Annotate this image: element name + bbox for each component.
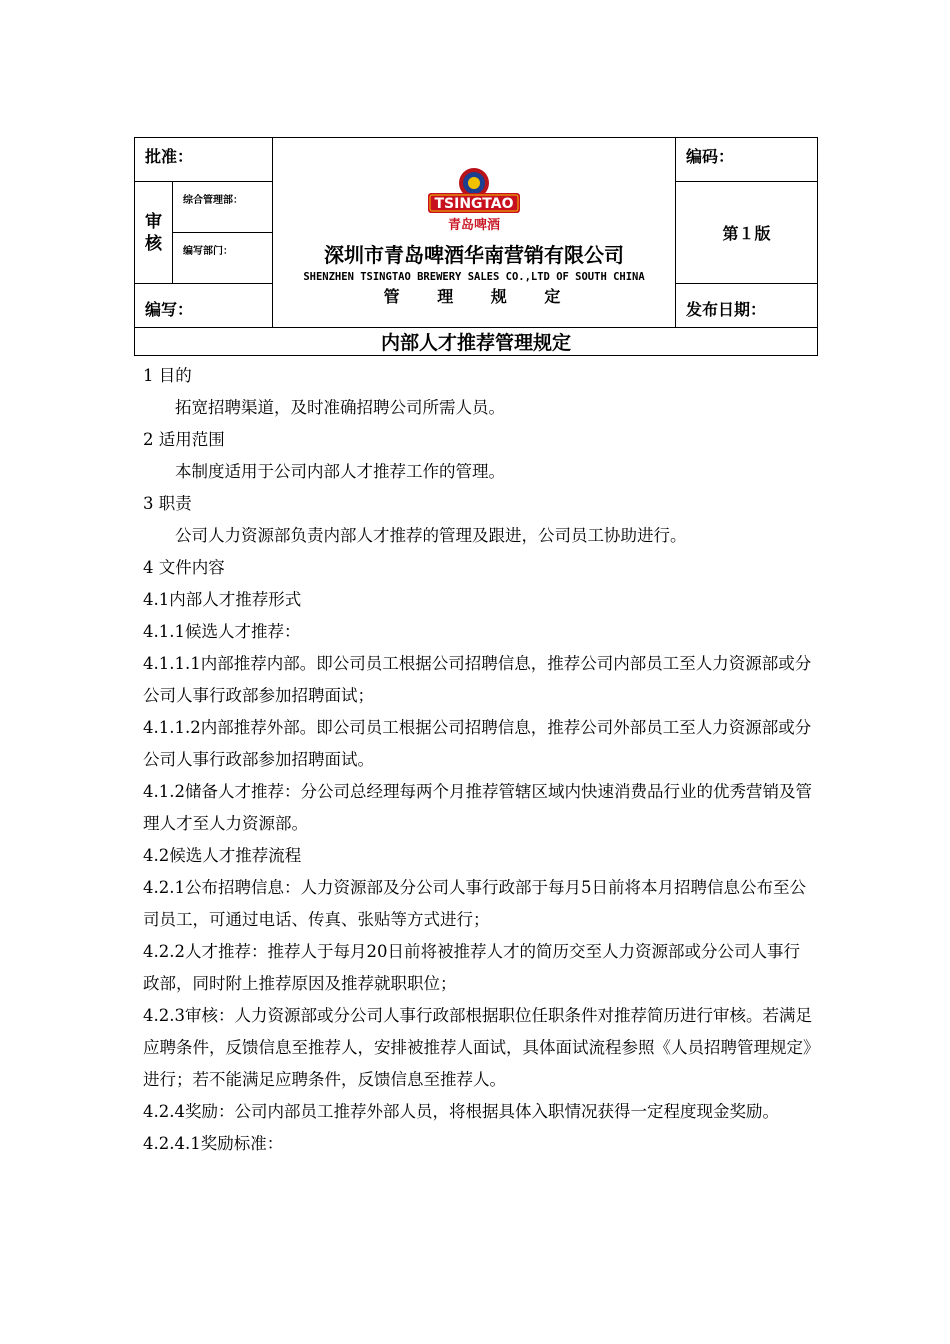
code-cell	[676, 138, 818, 182]
dept-writer-cell	[173, 233, 273, 284]
paragraph: 4.1.2储备人才推荐：分公司总经理每两个月推荐管辖区域内快速消费品行业的优秀营销及管理人才至人力资源部。	[143, 782, 812, 833]
document-title: 内部人才推荐管理规定	[135, 328, 818, 356]
paragraph: 4.2.4.1奖励标准：	[143, 1134, 284, 1153]
review-cell	[135, 182, 173, 284]
document-body	[143, 360, 813, 1160]
company-name-cn: 深圳市青岛啤酒华南营销有限公司	[324, 242, 625, 267]
company-name-en: SHENZHEN TSINGTAO BREWERY SALES CO.,LTD OF SOUTH CHINA	[303, 270, 645, 283]
paragraph: 4.1.1.1内部推荐内部。即公司员工根据公司招聘信息，推荐公司内部员工至人力资源部或分公司人事行政部参加招聘面试；	[143, 654, 812, 705]
write-label: 编写：	[145, 300, 194, 319]
review-char-1: 审	[145, 211, 162, 232]
paragraph: 公司人力资源部负责内部人才推荐的管理及跟进，公司员工协助进行。	[175, 526, 687, 545]
logo-text: TSINGTAO	[434, 195, 514, 212]
version-cell	[676, 182, 818, 284]
dept-admin-cell	[173, 182, 273, 233]
paragraph: 4.2.4奖励：公司内部员工推荐外部人员，将根据具体入职情况获得一定程度现金奖励。	[143, 1102, 779, 1121]
section-heading: 4 文件内容	[143, 558, 225, 577]
code-label: 编码：	[686, 147, 735, 166]
section-heading: 1 目的	[143, 366, 192, 385]
section-heading: 2 适用范围	[143, 430, 225, 449]
approve-label: 批准：	[145, 147, 194, 166]
paragraph: 本制度适用于公司内部人才推荐工作的管理。	[175, 462, 505, 481]
paragraph: 4.2.3审核：人力资源部或分公司人事行政部根据职位任职条件对推荐简历进行审核。若满足应聘条件，反馈信息至推荐人，安排被推荐人面试，具体面试流程参照《人员招聘管理规定》进行；若不能满足应聘条件，反馈信息至推荐人。	[143, 1006, 812, 1089]
review-char-2: 核	[145, 233, 162, 254]
write-cell	[135, 284, 273, 328]
release-date-label: 发布日期：	[686, 300, 767, 319]
paragraph: 拓宽招聘渠道，及时准确招聘公司所需人员。	[175, 398, 505, 417]
company-cell	[273, 138, 676, 328]
logo-subtext: 青岛啤酒	[448, 217, 501, 233]
subsection-heading: 4.2候选人才推荐流程	[143, 846, 302, 865]
tsingtao-logo-icon	[422, 163, 526, 235]
paragraph: 4.2.2人才推荐：推荐人于每月20日前将被推荐人才的简历交至人力资源部或分公司人事行政部，同时附上推荐原因及推荐就职职位；	[143, 942, 800, 993]
release-date-cell	[676, 284, 818, 328]
version-label: 第１版	[722, 224, 771, 243]
subsection-heading: 4.1.1候选人才推荐：	[143, 622, 301, 641]
document-header-table	[134, 137, 818, 356]
dept-admin-label: 综合管理部：	[183, 195, 243, 206]
document-type: 管 理 规 定	[383, 286, 577, 306]
paragraph: 4.1.1.2内部推荐外部。即公司员工根据公司招聘信息，推荐公司外部员工至人力资源部或分公司人事行政部参加招聘面试。	[143, 718, 812, 769]
paragraph: 4.2.1公布招聘信息：人力资源部及分公司人事行政部于每月5日前将本月招聘信息公布至公司员工，可通过电话、传真、张贴等方式进行；	[143, 878, 806, 929]
approve-cell	[135, 138, 273, 182]
subsection-heading: 4.1内部人才推荐形式	[143, 590, 302, 609]
dept-writer-label: 编写部门：	[183, 246, 233, 257]
section-heading: 3 职责	[143, 494, 192, 513]
